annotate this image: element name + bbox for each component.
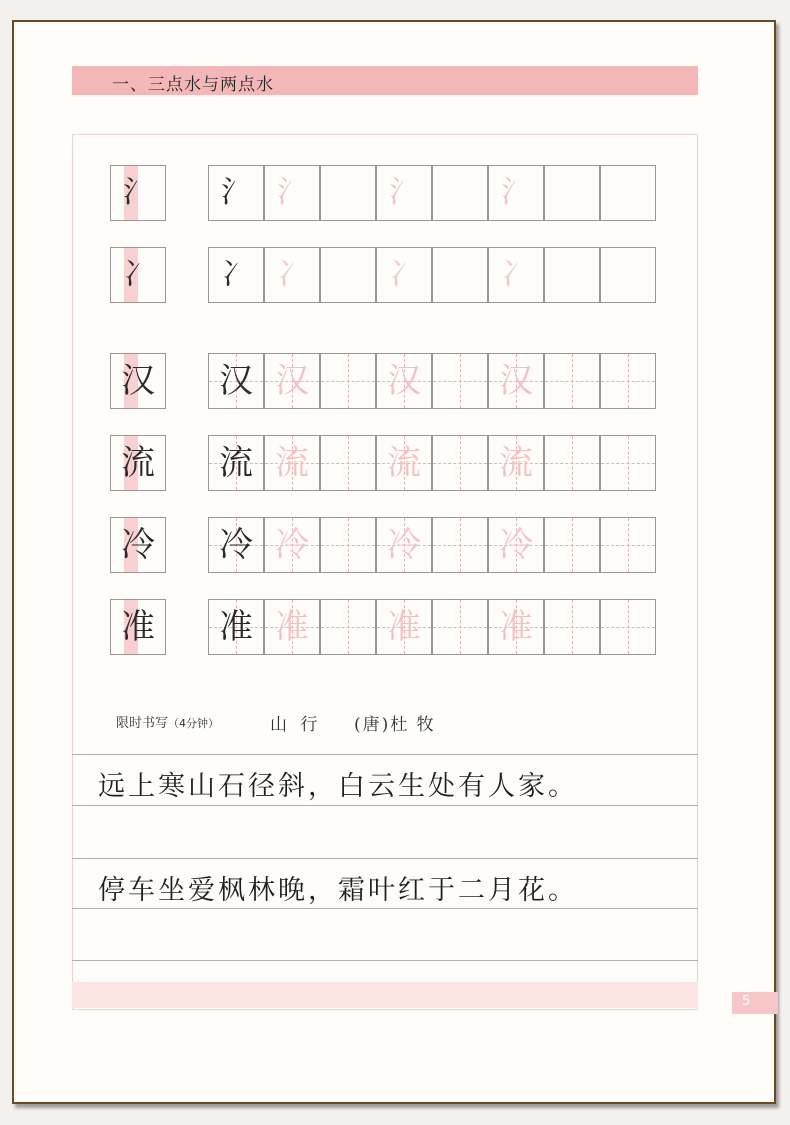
trace-cell [376,435,432,491]
blank-cell [320,247,376,303]
grid-guide-horizontal [601,627,655,628]
trace-cell [264,435,320,491]
trace-cell [488,435,544,491]
practice-character: 流 [275,443,309,483]
practice-character: 冫 [221,257,251,292]
practice-character: 汉 [499,361,533,401]
sample-cell [110,435,166,491]
grid-guide-horizontal [321,545,375,546]
poem-line-2: 停车坐爱枫林晚，霜叶红于二月花。 [98,875,578,906]
trace-cell [488,599,544,655]
blank-cell [600,435,656,491]
footer-band [72,982,698,1008]
blank-cell [600,517,656,573]
trace-cell [488,353,544,409]
trace-cell [376,247,432,303]
practice-character: 氵 [221,175,251,210]
practice-character: 冫 [389,257,419,292]
blank-cell [432,435,488,491]
grid-guide-horizontal [433,545,487,546]
model-cell [208,247,264,303]
sample-cell [110,247,166,303]
section-title: 一、三点水与两点水 [112,75,274,95]
grid-guide-horizontal [321,463,375,464]
trace-cell [376,353,432,409]
grid-guide-horizontal [433,463,487,464]
model-cell [208,435,264,491]
blank-cell [544,435,600,491]
practice-character: 准 [387,607,421,647]
blank-cell [544,247,600,303]
model-cell [208,599,264,655]
model-cell [208,353,264,409]
timed-writing-label [116,712,219,731]
workbook-page [12,20,776,1104]
blank-cell [544,165,600,221]
writing-line [72,754,698,755]
blank-cell [544,353,600,409]
sample-cell [110,353,166,409]
blank-cell [432,599,488,655]
trace-cell [264,247,320,303]
practice-character: 冷 [275,525,309,565]
practice-character: 氵 [389,175,419,210]
practice-character: 冷 [499,525,533,565]
trace-cell [376,517,432,573]
practice-character: 氵 [501,175,531,210]
practice-character: 准 [499,607,533,647]
practice-character: 准 [219,607,253,647]
blank-cell [320,353,376,409]
blank-cell [600,599,656,655]
practice-character: 冷 [387,525,421,565]
timed-writing-text: 限时书写 [116,716,169,731]
blank-cell [600,247,656,303]
blank-cell [432,517,488,573]
grid-guide-horizontal [321,381,375,382]
page-number: 5 [742,994,751,1009]
practice-character: 汉 [275,361,309,401]
grid-guide-horizontal [601,463,655,464]
practice-character: 氵 [277,175,307,210]
practice-character: 冷 [219,525,253,565]
blank-cell [320,517,376,573]
blank-cell [432,247,488,303]
writing-line [72,858,698,859]
trace-cell [264,353,320,409]
trace-cell [376,165,432,221]
blank-cell [432,353,488,409]
grid-guide-horizontal [433,381,487,382]
practice-character: 冫 [123,257,153,292]
model-cell [208,165,264,221]
practice-character: 汉 [387,361,421,401]
grid-guide-horizontal [601,381,655,382]
trace-cell [264,599,320,655]
trace-cell [488,247,544,303]
blank-cell [320,435,376,491]
sample-cell [110,165,166,221]
sample-cell [110,599,166,655]
practice-character: 准 [275,607,309,647]
practice-character: 冷 [121,525,155,565]
blank-cell [432,165,488,221]
grid-guide-horizontal [545,627,599,628]
practice-character: 汉 [219,361,253,401]
practice-character: 准 [121,607,155,647]
trace-cell [264,165,320,221]
grid-guide-horizontal [545,545,599,546]
blank-cell [320,165,376,221]
blank-cell [600,165,656,221]
writing-line [72,960,698,961]
blank-cell [544,599,600,655]
practice-character: 冫 [277,257,307,292]
trace-cell [488,165,544,221]
grid-guide-horizontal [433,627,487,628]
practice-character: 流 [387,443,421,483]
writing-line [72,908,698,909]
page-number-tab [732,992,778,1014]
trace-cell [376,599,432,655]
trace-cell [264,517,320,573]
poem-title: 山 行 [270,715,322,735]
practice-character: 流 [121,443,155,483]
practice-character: 冫 [501,257,531,292]
poem-author: (唐)杜 牧 [354,715,436,735]
practice-character: 汉 [121,361,155,401]
practice-character: 流 [499,443,533,483]
trace-cell [488,517,544,573]
model-cell [208,517,264,573]
timed-duration: （4分钟） [168,717,220,730]
writing-line [72,805,698,806]
practice-character: 氵 [123,175,153,210]
blank-cell [600,353,656,409]
practice-character: 流 [219,443,253,483]
blank-cell [544,517,600,573]
grid-guide-horizontal [545,463,599,464]
poem-line-1: 远上寒山石径斜，白云生处有人家。 [98,771,578,802]
grid-guide-horizontal [321,627,375,628]
sample-cell [110,517,166,573]
grid-guide-horizontal [545,381,599,382]
section-header [72,66,698,95]
blank-cell [320,599,376,655]
grid-guide-horizontal [601,545,655,546]
